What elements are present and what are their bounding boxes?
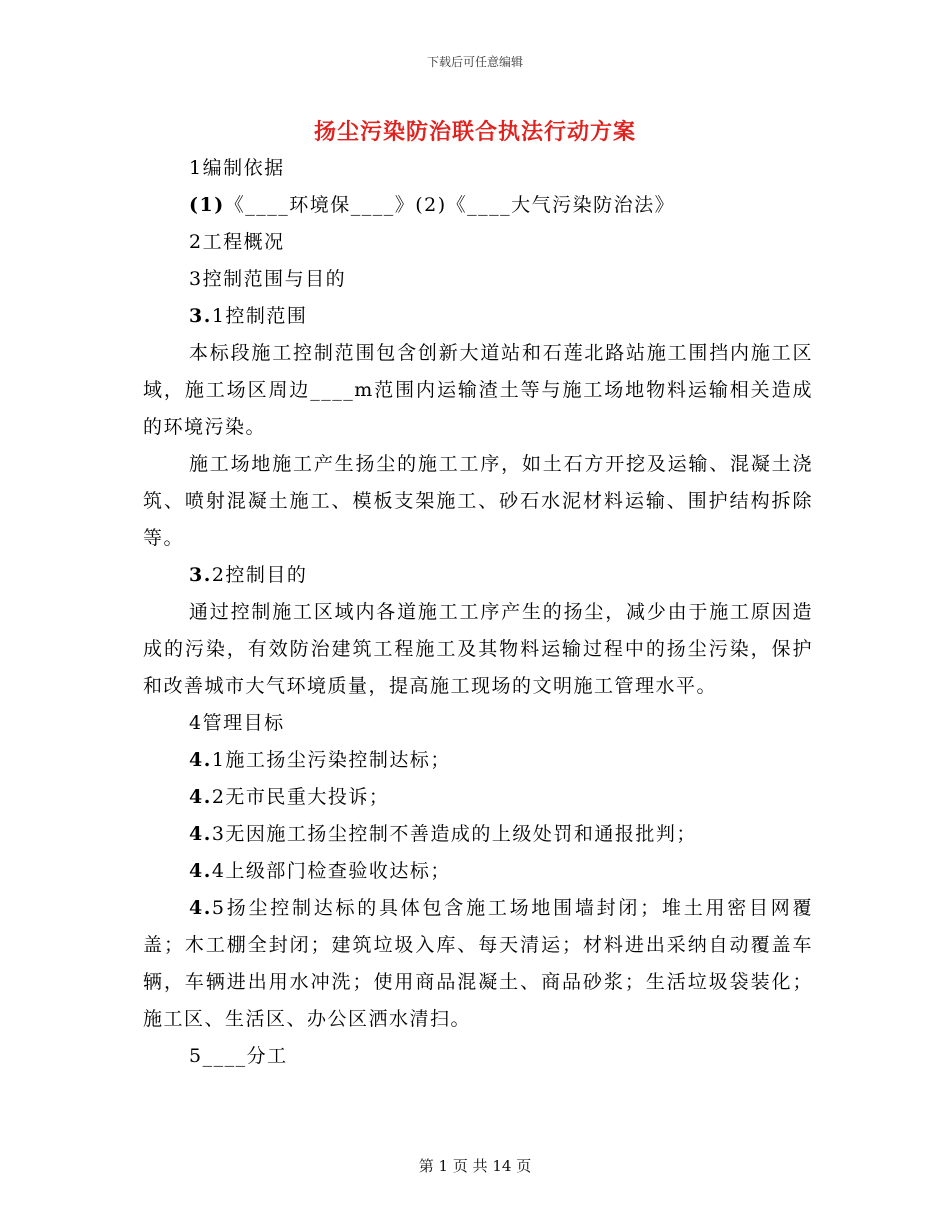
section-title: 2控制目的 [211,564,308,586]
section-3-heading: 3控制范围与目的 [189,268,347,290]
section-title: 1控制范围 [211,305,308,327]
section-3-1-paragraph-1: 本标段施工控制范围包含创新大道站和石莲北路站施工围挡内施工区域，施工场区周边____m范围内运输渣土等与施工场地物料运输相关造成的环境污染。 [143,342,813,438]
section-2-heading: 2工程概况 [189,231,285,253]
item-text: 3无因施工扬尘控制不善造成的上级处罚和通报批判； [211,823,697,845]
item-text: 2无市民重大投诉； [211,786,390,808]
section-3-2-paragraph: 通过控制施工区域内各道施工工序产生的扬尘，减少由于施工原因造成的污染，有效防治建筑工程施工及其物料运输过程中的扬尘污染，保护和改善城市大气环境质量，提高施工现场的文明施工管理水平。 [143,601,813,697]
section-number: 3. [189,564,212,586]
reference-number: (1) [189,194,225,216]
section-4-item [143,742,813,779]
document-title: 扬尘污染防治联合执法行动方案 [313,119,636,145]
section-3-1-heading [143,298,813,335]
section-1-heading: 1编制依据 [189,157,285,179]
section-4-5-paragraph [143,890,813,1038]
section-number: 3. [189,305,212,327]
item-text: 4上级部门检查验收达标； [211,860,451,882]
section-number: 4. [189,823,212,845]
document-body [143,150,813,1075]
page-footer: 第 1 页 共 14 页 [418,1157,532,1175]
reference-text: 《____环境保____》(2)《____大气污染防治法》 [224,194,676,216]
section-3-2-heading [143,557,813,594]
section-number: 4. [189,786,212,808]
section-3-1-paragraph-2: 施工场地施工产生扬尘的施工工序，如土石方开挖及运输、混凝土浇筑、喷射混凝土施工、模板支架施工、砂石水泥材料运输、围护结构拆除等。 [143,453,813,549]
item-text: 1施工扬尘污染控制达标； [211,749,451,771]
paragraph-text: 5扬尘控制达标的具体包含施工场地围墙封闭；堆土用密目网覆盖；木工棚全封闭；建筑垃圾入库、每天清运；材料进出采纳自动覆盖车辆，车辆进出用水冲洗；使用商品混凝土、商品砂浆；生活垃圾袋装化；施工区、生活区、办公区洒水清扫。 [143,897,813,1030]
section-number: 4. [189,749,212,771]
section-5-heading: 5____分工 [189,1045,288,1067]
section-4-item [143,816,813,853]
section-4-item [143,779,813,816]
section-1-references [143,187,813,224]
section-4-heading: 4管理目标 [189,712,285,734]
section-number: 4. [189,897,212,919]
section-4-item [143,853,813,890]
header-note: 下载后可任意编辑 [426,55,523,69]
section-number: 4. [189,860,212,882]
